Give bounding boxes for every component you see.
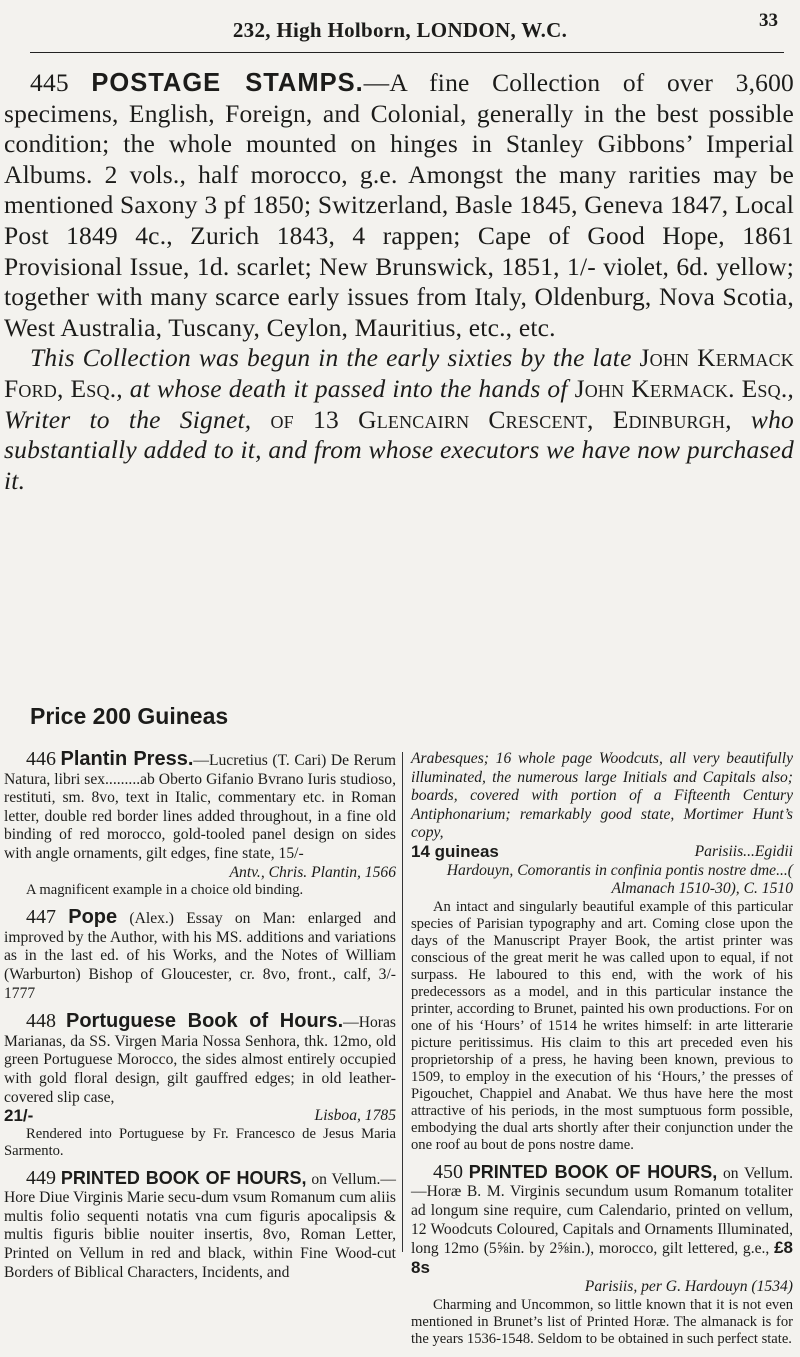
left-column (4, 750, 396, 1291)
lot-title: POSTAGE STAMPS. (91, 69, 364, 97)
lot-449-continued (411, 750, 793, 1154)
lot-body: on Vellum.—Hore Diue Virginis Marie secu-dum vsum Romanum cum aliis multis folio sequenti notatis vna cum figuris apocalipsis & multis figuris biblie nouiter insertis, 8vo, Roman Letter, Printed on Vellum in red and black, within Fine Wood-cut Borders of Biblical Characters, Incidents, and (4, 1170, 396, 1281)
lot-445 (4, 68, 794, 496)
lot-445-price: Price 200 Guineas (30, 703, 229, 729)
lot-price: 14 guineas (411, 841, 499, 861)
lot-number: 446 (26, 748, 56, 770)
lot-number: 447 (26, 906, 56, 929)
imprint-text: Antv., Chris. Plantin, 1566 (229, 863, 396, 881)
provenance-text: , who substantially added to it, and from whose executors we have now purchased it. (4, 404, 794, 495)
lot-body: —Horas Marianas, da SS. Virgen Maria Nossa Senhora, thk. 12mo, old green Portuguese Morocco, the sides almost entirely occupied with gold floral design, gilt gauffred edges; in old leather-covered slip case, (4, 1014, 396, 1106)
lot-imprint (411, 843, 793, 862)
lot-price: £8 8s (411, 1238, 793, 1277)
lot-title: Portuguese Book of Hours. (65, 1010, 344, 1033)
imprint-text: Lisboa, 1785 (314, 1107, 396, 1125)
lot-body: Arabesques; 16 whole page Woodcuts, all very beautifully illuminated, the numerous large Initials and Capitals also; boards, covered with portion of a Fifteenth Century Antiphonarium; remarkably good state, Mortimer Hunt’s copy, (411, 750, 793, 842)
owner-name: John Kermack Ford, Esq. (4, 343, 794, 403)
header-rule (30, 52, 784, 53)
lot-447 (4, 908, 396, 1003)
provenance-text: , at whose death it passed into the hands of (116, 373, 575, 403)
provenance-text: , Writer to the Signet, (4, 373, 794, 434)
lot-title: PRINTED BOOK OF HOURS, (468, 1161, 718, 1182)
running-header (0, 8, 800, 52)
lot-imprint (411, 1278, 793, 1297)
lot-number: 450 (433, 1160, 463, 1183)
lot-number: 445 (30, 68, 69, 97)
lot-note: Charming and Uncommon, so little known that it is not even mentioned in Brunet’s list of Printed Horæ. The almanack is for the years 1536-1548. Seldom to be obtained in such perfect state. (411, 1296, 793, 1347)
lot-448 (4, 1012, 396, 1160)
right-column (411, 750, 793, 1357)
lot-body: —Lucretius (T. Cari) De Rerum Natura, libri sex.........ab Oberto Gifanio Bvrano Iuris studioso, restituti, sm. 8vo, text in Italic, commentary etc. in Roman letter, double red border lines added throughout, in a fine old binding of red morocco, gold-tooled panel design on sides with angle ornaments, gilt edges, fine state, 15/- (4, 752, 396, 862)
lot-title: Plantin Press. (60, 748, 194, 770)
provenance-text: This Collection was begun in the early sixties by the late (30, 343, 640, 373)
header-address: 232, High Holborn, LONDON, W.C. (232, 17, 568, 42)
lot-450 (411, 1160, 793, 1348)
lot-note: Rendered into Portuguese by Fr. Francesco de Jesus Maria Sarmento. (4, 1125, 396, 1159)
lot-449 (4, 1166, 396, 1283)
lot-445-description (4, 68, 794, 343)
lot-body: (Alex.) Essay on Man: enlarged and improved by the Author, with his MS. additions and variations as in the last ed. of his Works, and the Notes of William (Warburton) Bishop of Gloucester, cr. 8vo, front., calf, 3/- 1777 (4, 910, 396, 1002)
lot-note: An intact and singularly beautiful example of this particular species of Parisian typography and art. Coming close upon the days of the Manuscript Prayer Book, the artist printer was conscious of the great merit he was called upon to equal, if not surpass. He laboured to this end, with the work of his predecessors as a model, and in this particular instance the printer, according to Brunet, painted his own productions. For on one of his ‘Hours’ of 1514 he writes himself: in arte litterarie picture peritissimus. His claim to this art preceded even his proprietorship of a press, he having been known, previous to 1509, to employ in the execution of his ‘Hours,’ the presses of Pigouchet, Chappiel and Anabat. We thus have here the most attractive of his periods, in the most sumptuous form possible, embodying the dual arts shortly after their conjunction under the one roof au bout de pons nostre dame. (411, 898, 793, 1153)
lot-445-provenance (4, 343, 794, 496)
imprint-text: Hardouyn, Comorantis in confinia pontis nostre dme...( Almanach 1510-30), C. 1510 (446, 861, 793, 898)
lot-note: A magnificent example in a choice old binding. (26, 882, 304, 899)
lot-imprint (4, 1107, 396, 1126)
column-divider (402, 752, 403, 1252)
imprint-text: Parisiis, per G. Hardouyn (1534) (584, 1278, 793, 1296)
page-number: 33 (759, 10, 778, 31)
lot-446 (4, 750, 396, 899)
owner-name: John Kermack. Esq. (574, 373, 788, 403)
lot-price: 21/- (4, 1106, 34, 1126)
lot-number: 448 (26, 1010, 56, 1033)
lot-imprint (4, 864, 396, 883)
imprint-text: Parisiis...Egidii (694, 842, 793, 860)
lot-title: Pope (68, 906, 118, 929)
owner-address: of 13 Glencairn Crescent, Edinburgh (270, 404, 726, 434)
lot-number: 449 (26, 1166, 56, 1189)
lot-body: —A fine Collection of over 3,600 specimens, English, Foreign, and Colonial, generally in the best possible condition; the whole mounted on hinges in Stanley Gibbons’ Imperial Albums. 2 vols., half morocco, g.e. Amongst the many rarities may be mentioned Saxony 3 pf 1850; Switzerland, Basle 1845, Geneva 1847, Local Post 1849 4c., Zurich 1843, 4 rappen; Cape of Good Hope, 1861 Provisional Issue, 1d. scarlet; New Brunswick, 1851, 1/- violet, 6d. yellow; together with many scarce early issues from Italy, Oldenburg, Nova Scotia, West Australia, Tuscany, Ceylon, Mauritius, etc., etc. (4, 68, 794, 342)
lot-title: PRINTED BOOK OF HOURS, (60, 1167, 307, 1188)
lot-body: on Vellum.—Horæ B. M. Virginis secundum usum Romanum totaliter ad longum sine require, cum Calendario, printed on vellum, 12 Woodcuts Coloured, Capitals and Ornaments Illuminated, long 12mo (5⅝in. by 2⅝in.), morocco, gilt lettered, g.e., (411, 1164, 793, 1258)
